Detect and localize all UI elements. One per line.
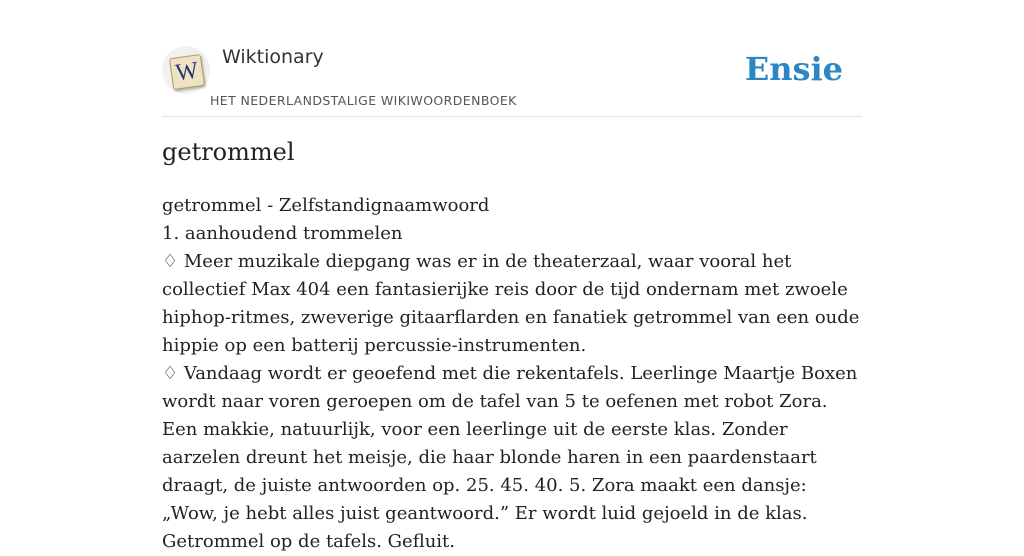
site-header [162, 0, 862, 117]
ensie-brand-link[interactable]: Ensie [744, 50, 843, 88]
entry-content [162, 192, 862, 556]
entry-heading: getrommel - Zelfstandignaamwoord [162, 195, 490, 216]
site-tagline: HET NEDERLANDSTALIGE WIKIWOORDENBOEK [210, 93, 517, 108]
page-title: getrommel [162, 138, 295, 166]
entry-definition: 1. aanhoudend trommelen [162, 223, 403, 244]
wiktionary-logo-icon[interactable] [162, 46, 210, 94]
example-sentence: ♢ Vandaag wordt er geoefend met die rekentafels. Leerlinge Maartje Boxen wordt naar voren geroepen om de tafel van 5 te oefenen met robot Zora. Een makkie, natuurlijk, voor een leerlinge uit de eerste klas. Zonder aarzelen dreunt het meisje, die haar blonde haren in een paardenstaart draagt, de juiste antwoorden op. 25. 45. 40. 5. Zora maakt een dansje: „Wow, je hebt alles juist geantwoord.” Er wordt luid gejoeld in de klas. Getrommel op de tafels. Gefluit. [162, 363, 858, 552]
logo-letter: W [173, 57, 201, 87]
site-name[interactable]: Wiktionary [222, 46, 324, 68]
logo-tile [169, 54, 205, 90]
example-sentence: ♢ Meer muzikale diepgang was er in de theaterzaal, waar vooral het collectief Max 404 een fantasierijke reis door de tijd ondernam met zwoele hiphop-ritmes, zweverige gitaarflarden en fanatiek getrommel van een oude hippie op een batterij percussie-instrumenten. [162, 251, 860, 356]
